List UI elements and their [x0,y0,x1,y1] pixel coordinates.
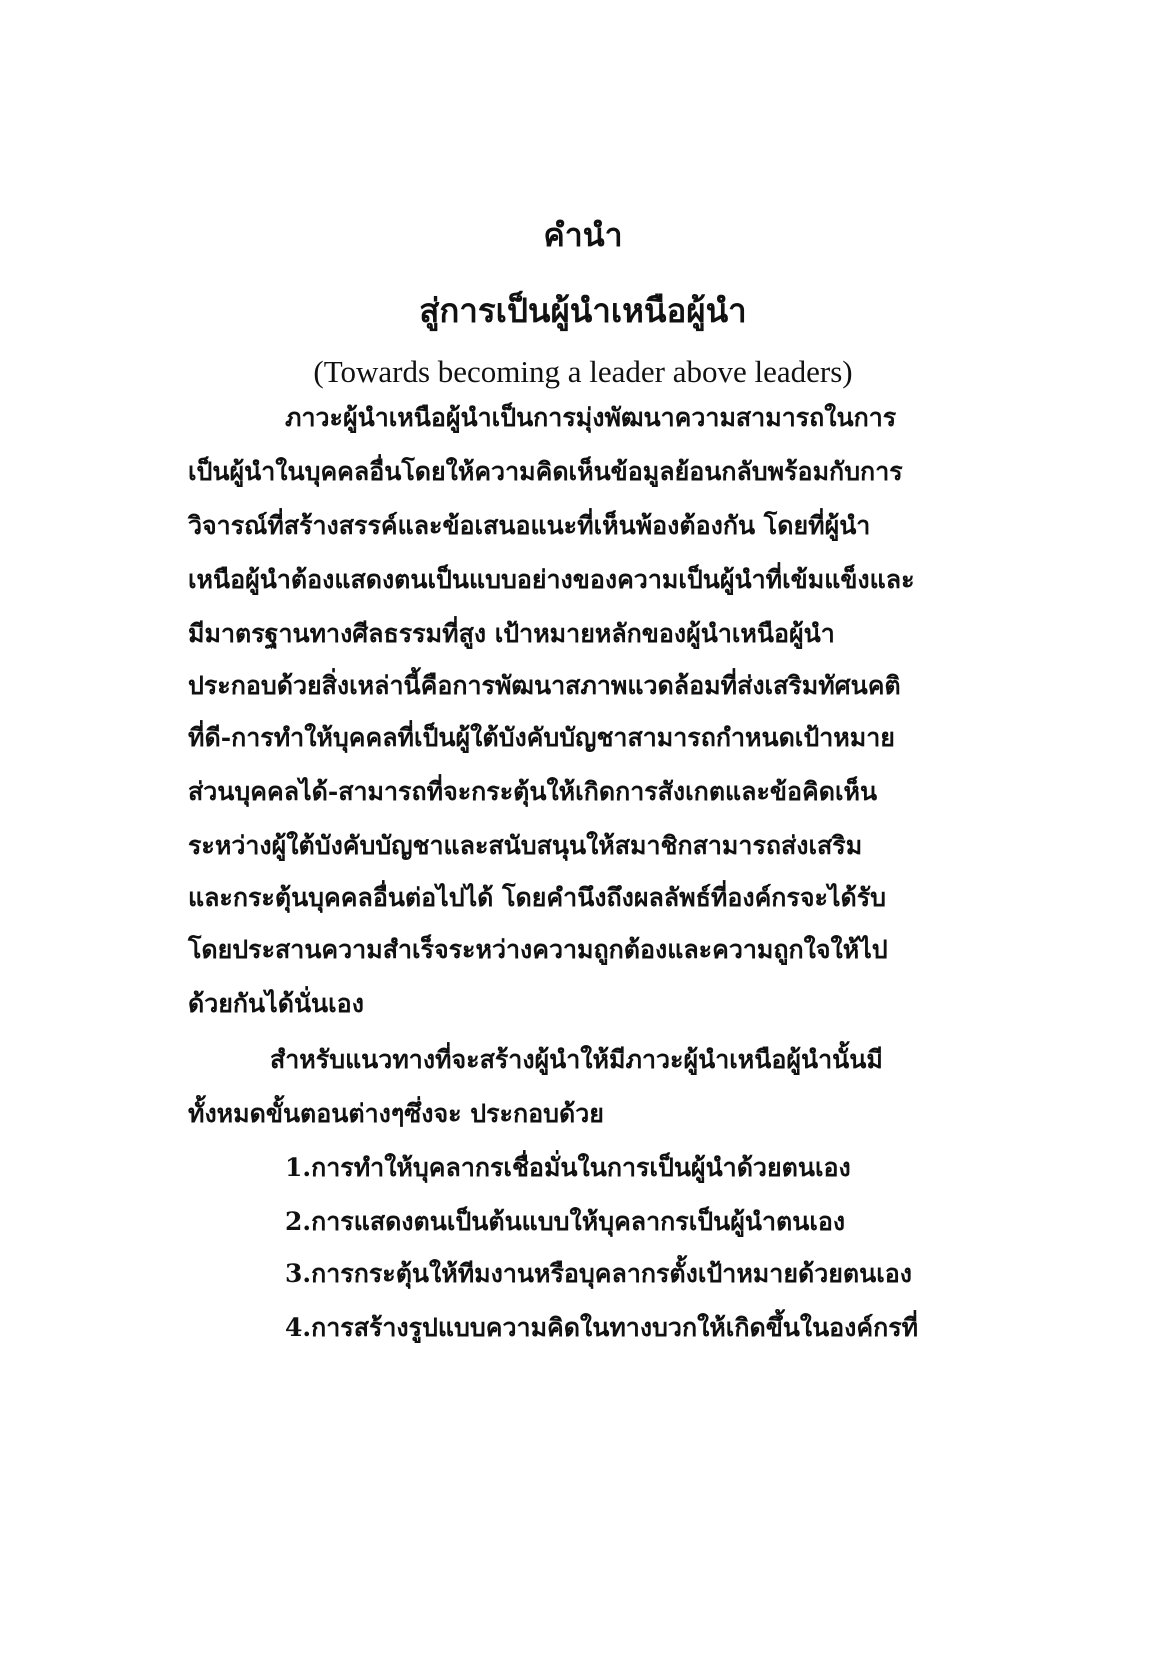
paragraph-line: วิจารณ์ที่สร้างสรรค์และข้อเสนอแนะที่เห็นพ้องต้องกัน โดยที่ผู้นำ [188,511,871,540]
paragraph-line: ประกอบด้วยสิ่งเหล่านี้คือการพัฒนาสภาพแวดล้อมที่ส่งเสริมทัศนคติ [188,671,901,700]
english-subtitle: (Towards becoming a leader above leaders) [313,354,853,389]
paragraph-line: และกระตุ้นบุคคลอื่นต่อไปได้ โดยคำนึงถึงผลลัพธ์ที่องค์กรจะได้รับ [188,883,887,912]
paragraph-line: ภาวะผู้นำเหนือผู้นำเป็นการมุ่งพัฒนาความสามารถในการ [285,403,897,432]
paragraph-line: เป็นผู้นำในบุคคลอื่นโดยให้ความคิดเห็นข้อมูลย้อนกลับพร้อมกับการ [188,457,903,486]
list-item: 4.การสร้างรูปแบบความคิดในทางบวกให้เกิดขึ้นในองค์กรที่ [285,1313,919,1342]
paragraph-line: ส่วนบุคคลได้-สามารถที่จะกระตุ้นให้เกิดการสังเกตและข้อคิดเห็น [188,777,878,806]
paragraph-line: ด้วยกันได้นั่นเอง [188,989,364,1018]
page-title: คำนำ [543,216,623,254]
paragraph-line: สำหรับแนวทางที่จะสร้างผู้นำให้มีภาวะผู้นำเหนือผู้นำนั้นมี [270,1045,883,1074]
paragraph-line: ระหว่างผู้ใต้บังคับบัญชาและสนับสนุนให้สมาชิกสามารถส่งเสริม [188,831,863,860]
paragraph-line: มีมาตรฐานทางศีลธรรมที่สูง เป้าหมายหลักของผู้นำเหนือผู้นำ [188,619,835,648]
paragraph-line: เหนือผู้นำต้องแสดงตนเป็นแบบอย่างของความเป็นผู้นำที่เข้มแข็งและ [188,565,915,594]
page-subtitle: สู่การเป็นผู้นำเหนือผู้นำ [419,291,747,330]
list-item: 1.การทำให้บุคลากรเชื่อมั่นในการเป็นผู้นำด้วยตนเอง [285,1153,851,1182]
list-item: 3.การกระตุ้นให้ทีมงานหรือบุคลากรตั้งเป้าหมายด้วยตนเอง [285,1259,912,1288]
paragraph-line: ทั้งหมดขั้นตอนต่างๆซึ่งจะ ประกอบด้วย [188,1099,604,1128]
list-item: 2.การแสดงตนเป็นต้นแบบให้บุคลากรเป็นผู้นำตนเอง [285,1207,846,1236]
paragraph-line: โดยประสานความสำเร็จระหว่างความถูกต้องและความถูกใจให้ไป [188,935,888,964]
paragraph-line: ที่ดี-การทำให้บุคคลที่เป็นผู้ใต้บังคับบัญชาสามารถกำหนดเป้าหมาย [188,723,895,752]
